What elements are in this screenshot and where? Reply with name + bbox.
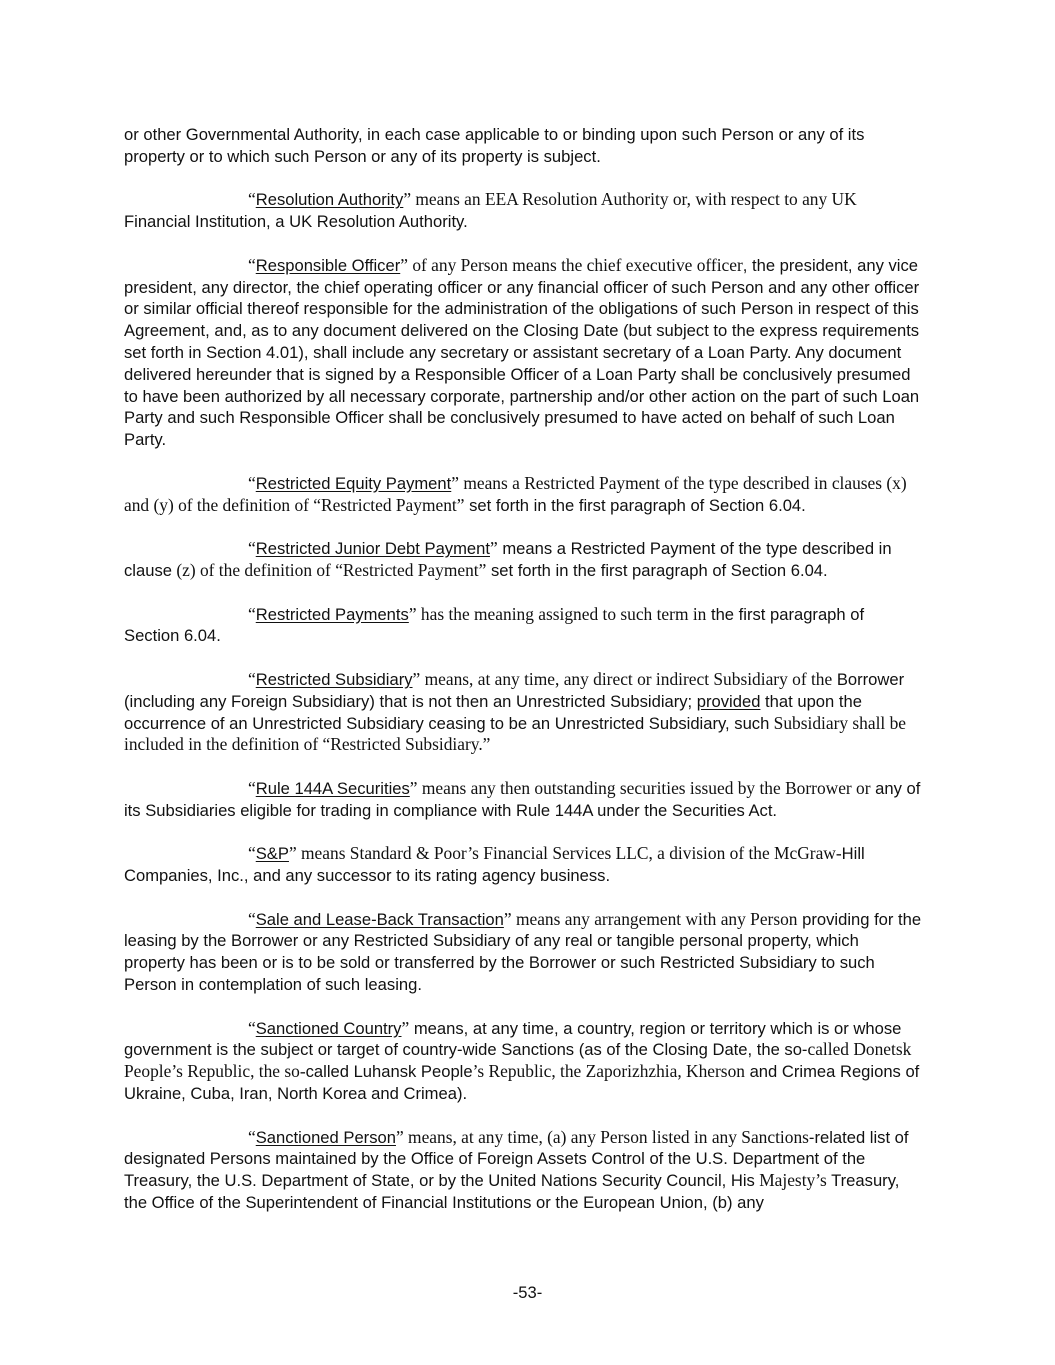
definition-restricted-payments — [124, 604, 924, 648]
open-quote: “ — [248, 472, 256, 493]
definition-text: of any Person means the chief executive officer — [407, 254, 743, 275]
definition-restricted-junior-debt-payment — [124, 538, 924, 582]
definition-sanctioned-person — [124, 1127, 924, 1214]
definition-responsible-officer — [124, 255, 924, 451]
definition-text: the first paragraph of Section 6.04. — [124, 604, 865, 646]
open-quote: “ — [248, 777, 256, 798]
close-quote: ” — [503, 908, 512, 929]
definition-text: means, at any time, a country, region or territory which is or whose government is the subject or target of country-wide Sanctions (as of the Closing Date, the so- — [124, 1018, 902, 1060]
definition-text: means, at any time, (a) any Person listed in any Sanctions — [403, 1126, 809, 1147]
definition-text: means a Restricted Payment of the type described in clause — [124, 539, 892, 580]
definition-text: Hill Companies, Inc., and any successor to its rating agency business. — [124, 844, 865, 886]
close-quote: ” — [401, 1017, 410, 1038]
open-quote: “ — [248, 254, 256, 275]
defined-term: Resolution Authority — [255, 190, 404, 210]
definition-text: providing for the leasing by the Borrower or any Restricted Subsidiary of any real or tangible personal property, which property has been or is to be sold or transferred by the Borrower or such Restricted Subsidiary to such Person in contemplation of such leasing. — [124, 909, 922, 995]
close-quote: ” — [451, 472, 459, 493]
document-page — [124, 124, 924, 1236]
close-quote: ” — [400, 254, 408, 275]
page-number: -53- — [512, 1283, 543, 1302]
definition-text: means any arrangement with any Person — [511, 908, 798, 929]
definition-text: means Standard & Poor’s Financial Services LLC, a division of the McGraw- — [296, 843, 842, 864]
definition-text: Majesty’s — [754, 1170, 827, 1191]
defined-term: Restricted Equity Payment — [255, 473, 452, 493]
definition-text: any of its Subsidiaries eligible for trading in compliance with Rule 144A under the Securities Act. — [124, 778, 921, 820]
definition-text: called Luhansk People — [305, 1062, 473, 1082]
open-quote: “ — [248, 1126, 256, 1147]
definition-text: set forth in the first paragraph of Section 6.04. — [464, 495, 806, 515]
defined-term: Restricted Junior Debt Payment — [255, 539, 490, 559]
definition-text: set forth in the first paragraph of Section 6.04. — [486, 560, 828, 580]
open-quote: “ — [248, 843, 256, 864]
definition-text: (z) of the definition of “Restricted Payment” — [171, 559, 487, 580]
definition-sp — [124, 843, 924, 887]
definition-text: , the president, any vice president, any director, the chief operating officer or any financial officer of such Person and any other officer or similar official thereof responsible for the administration of the obligations of such Person in respect of this Agreement, and, as to any document delivered on the Closing Date (but subject to the express requirements set forth in Section 4.01), shall include any secretary or assistant secretary of a Loan Party. Any document delivered hereunder that is signed by a Responsible Officer of a Loan Party shall be conclusively presumed to have been authorized by all necessary corporate, partnership and/or other action on the part of such Loan Party and such Responsible Officer shall be conclusively presumed to have acted on behalf of such Loan Party. — [124, 255, 920, 450]
definition-text: Treasury, the Office of the Superintendent of Financial Institutions or the European Union, (b) any — [124, 1171, 900, 1213]
open-quote: “ — [248, 668, 256, 689]
defined-term: Restricted Payments — [255, 604, 409, 624]
close-quote: ” — [412, 668, 421, 689]
close-quote: ” — [490, 538, 498, 559]
definition-text: and Crimea Regions of Ukraine, Cuba, Iran, North Korea and Crimea). — [124, 1062, 920, 1104]
definition-sanctioned-country — [124, 1018, 924, 1105]
open-quote: “ — [248, 603, 256, 624]
open-quote: “ — [248, 189, 256, 210]
definition-text: -related list of designated Persons maintained by the Office of Foreign Assets Control of the U.S. Department of the Treasury, the U.S. Department of State, or by the United Nations Security Council, His — [124, 1127, 909, 1191]
open-quote: “ — [248, 908, 256, 929]
definition-resolution-authority — [124, 189, 924, 233]
definition-text: means any then outstanding securities issued by the Borrower or — [417, 777, 871, 798]
defined-term: Sale and Lease-Back Transaction — [255, 909, 504, 929]
open-quote: “ — [248, 538, 256, 559]
definition-sale-and-lease-back-transaction — [124, 909, 924, 996]
paragraph-text: or other Governmental Authority, in each case applicable to or binding upon such Person or any of its property or to which such Person or any of its property is subject. — [124, 125, 865, 166]
definition-text: means an EEA Resolution Authority or, with respect to any UK — [411, 189, 857, 210]
close-quote: ” — [288, 843, 297, 864]
definition-restricted-equity-payment — [124, 473, 924, 517]
definition-text: Borrower (including any Foreign Subsidiary) that is not then an Unrestricted Subsidiary; — [124, 669, 905, 711]
defined-term: Sanctioned Country — [255, 1018, 402, 1038]
close-quote: ” — [403, 189, 412, 210]
definition-text: ’s Republic, the Zaporizhzhia, Kherson — [472, 1061, 745, 1082]
open-quote: “ — [248, 1017, 256, 1038]
defined-term: S&P — [255, 844, 289, 864]
paragraph-governmental-authority-continuation — [124, 124, 924, 168]
definition-text: means a Restricted Payment of the type described in clauses (x) and (y) of the definition of “Restricted Payment” — [124, 472, 907, 515]
defined-term: Restricted Subsidiary — [255, 669, 413, 689]
definition-text: that upon the occurrence of an Unrestricted Subsidiary ceasing to be an Unrestricted Subsidiary, such — [124, 691, 862, 733]
defined-term: Responsible Officer — [255, 255, 401, 275]
close-quote: ” — [408, 603, 417, 624]
close-quote: ” — [409, 777, 418, 798]
defined-term: Sanctioned Person — [255, 1127, 396, 1147]
definition-text: called Donetsk People’s Republic, the so- — [124, 1039, 912, 1082]
definition-rule-144a-securities — [124, 778, 924, 822]
close-quote: ” — [395, 1126, 404, 1147]
defined-term: Rule 144A Securities — [255, 778, 410, 798]
definition-text: means, at any time, any direct or indirect Subsidiary of the — [420, 668, 833, 689]
definition-restricted-subsidiary — [124, 669, 924, 756]
definition-text: Financial Institution, a UK Resolution Authority. — [124, 212, 468, 232]
definition-text: Subsidiary shall be included in the definition of “Restricted Subsidiary.” — [124, 712, 907, 755]
provided-term: provided — [696, 691, 761, 711]
definition-text: has the meaning assigned to such term in — [416, 603, 707, 624]
